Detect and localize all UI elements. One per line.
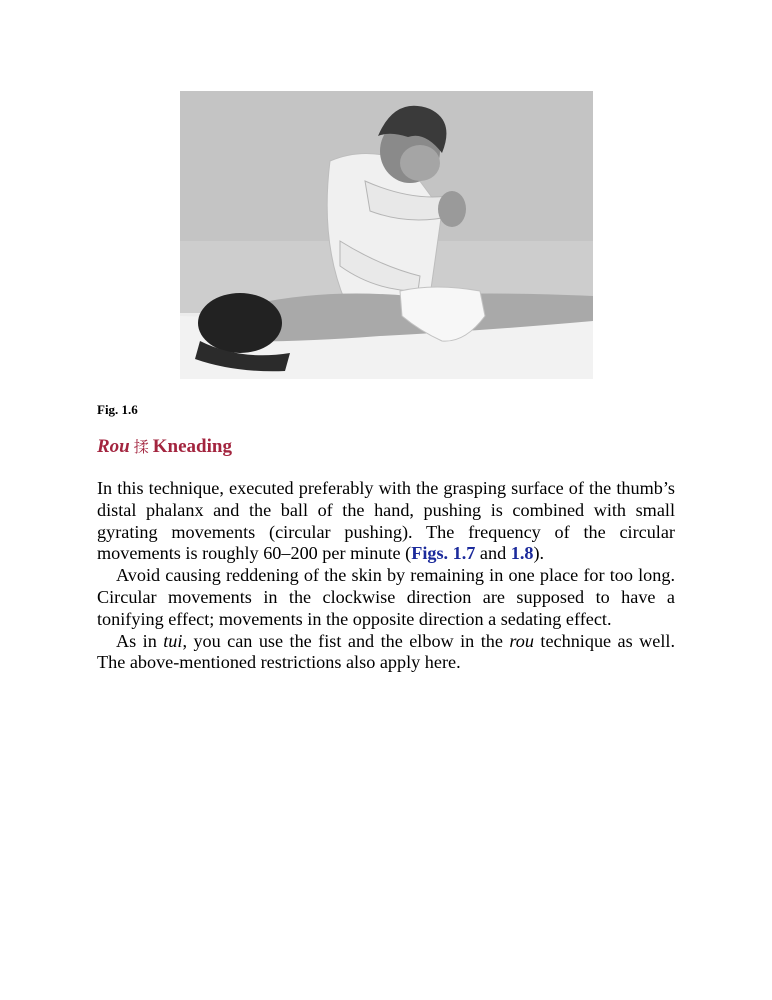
paragraph-3-end: technique as well. The above-mentioned restrictions also apply here. xyxy=(97,630,675,673)
figure-link-1-8[interactable]: 1.8 xyxy=(510,543,534,564)
paragraph-3-mid: , you can use the fist and the elbow in the xyxy=(182,630,510,651)
paragraph-1-end: ). xyxy=(533,543,545,564)
term-rou: rou xyxy=(509,630,534,651)
paragraph-2: Avoid causing reddening of the skin by remaining in one place for too long. Circular movements in the clockwise direction are supposed to have a tonifying effect; movements in the opposite direction a sedating effect. xyxy=(97,565,675,629)
figure-label: Fig. 1.6 xyxy=(97,402,138,417)
paragraph-3-start: As in xyxy=(116,630,164,651)
body-text xyxy=(97,478,675,674)
figure-photo xyxy=(180,91,593,379)
title-chinese: 揉 xyxy=(133,438,149,456)
title-romanized: Rou xyxy=(97,436,130,457)
figure-link-1-7[interactable]: Figs. 1.7 xyxy=(411,543,476,564)
paragraph-3 xyxy=(97,631,675,675)
paragraph-1 xyxy=(97,478,675,565)
term-tui: tui xyxy=(163,630,183,651)
section-title xyxy=(97,436,232,458)
paragraph-1-text: In this technique, executed preferably with the grasping surface of the thumb’s distal phalanx and the ball of the hand, pushing is combined with small gyrating movements (circular pushing). The frequency of the circular movements is roughly 60–200 per minute ( xyxy=(97,478,675,564)
title-english: Kneading xyxy=(152,436,232,457)
paragraph-1-and: and xyxy=(475,543,511,564)
